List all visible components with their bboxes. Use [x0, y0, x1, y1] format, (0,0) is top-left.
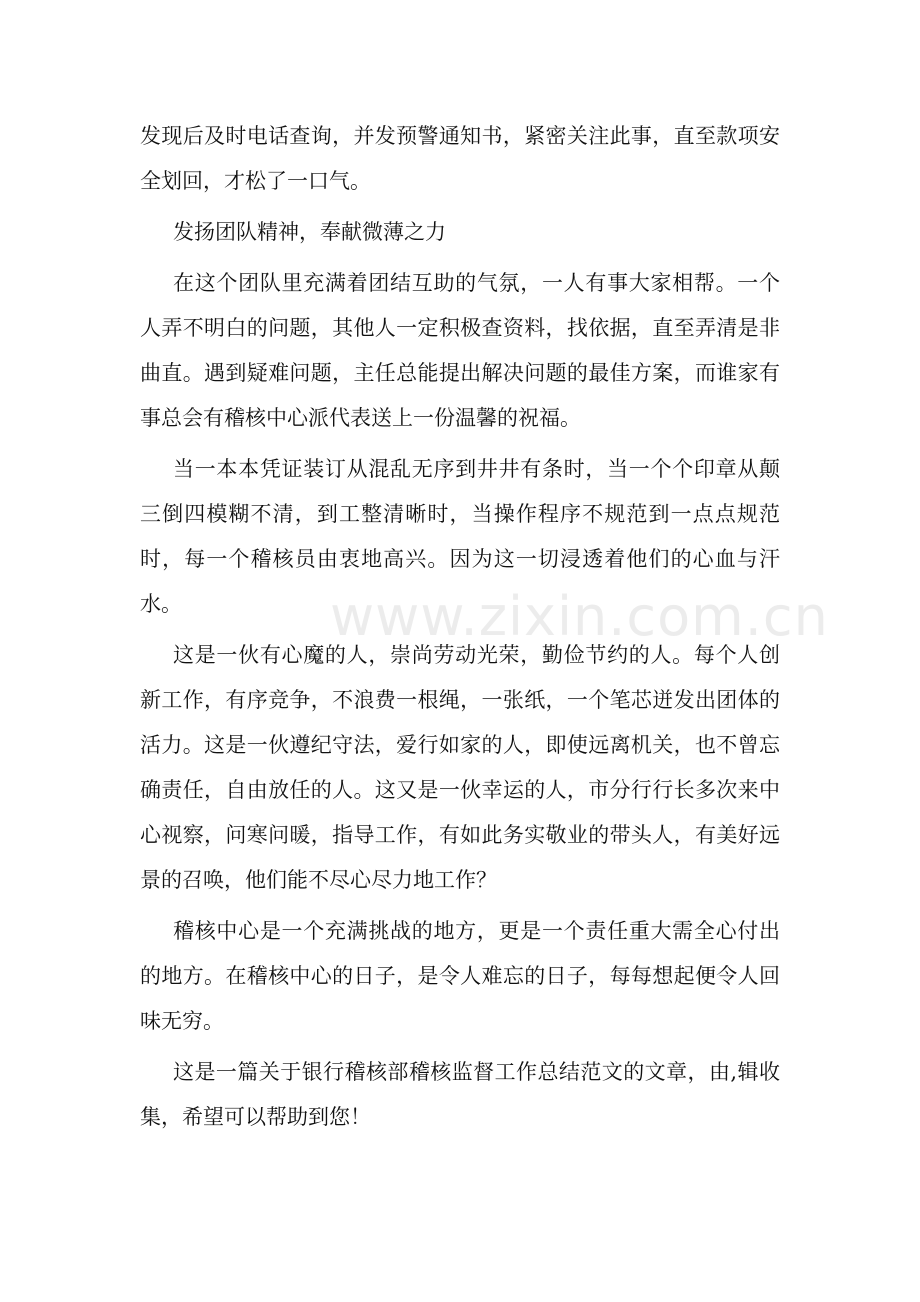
- closing-paragraph: 这是一篇关于银行稽核部稽核监督工作总结范文的文章，由,辑收集，希望可以帮助到您！: [140, 1060, 780, 1129]
- paragraph: 当一本本凭证装订从混乱无序到井井有条时，当一个个印章从颠三倒四模糊不清，到工整清晰时，当操作程序不规范到一点点规范时，每一个稽核员由衷地高兴。因为这一切浸透着他们的心血与汗水。: [140, 457, 780, 616]
- paragraph: 在这个团队里充满着团结互助的气氛，一人有事大家相帮。一个人弄不明白的问题，其他人一定积极查资料，找依据，直至弄清是非曲直。遇到疑难问题，主任总能提出解决问题的最佳方案，而谁家有事总会有稽核中心派代表送上一份温馨的祝福。: [140, 271, 780, 430]
- document-body: [140, 114, 780, 1146]
- paragraph: 这是一伙有心魔的人，崇尚劳动光荣，勤俭节约的人。每个人创新工作，有序竞争，不浪费一根绳，一张纸，一个笔芯迸发出团体的活力。这是一伙遵纪守法，爱行如家的人，即使远离机关，也不曾忘确责任，自由放任的人。这又是一伙幸运的人，市分行行长多次来中心视察，问寒问暖，指导工作，有如此务实敬业的带头人，有美好远景的召唤，他们能不尽心尽力地工作？: [140, 643, 780, 892]
- section-heading: 发扬团队精神，奉献微薄之力: [173, 220, 446, 244]
- watermark: www.zixin.com.cn: [330, 585, 829, 648]
- paragraph-continued: 发现后及时电话查询，并发预警通知书，紧密关注此事，直至款项安全划回，才松了一口气。: [140, 124, 780, 193]
- paragraph: 稽核中心是一个充满挑战的地方，更是一个责任重大需全心付出的地方。在稽核中心的日子，是令人难忘的日子，每每想起便令人回味无穷。: [140, 919, 780, 1033]
